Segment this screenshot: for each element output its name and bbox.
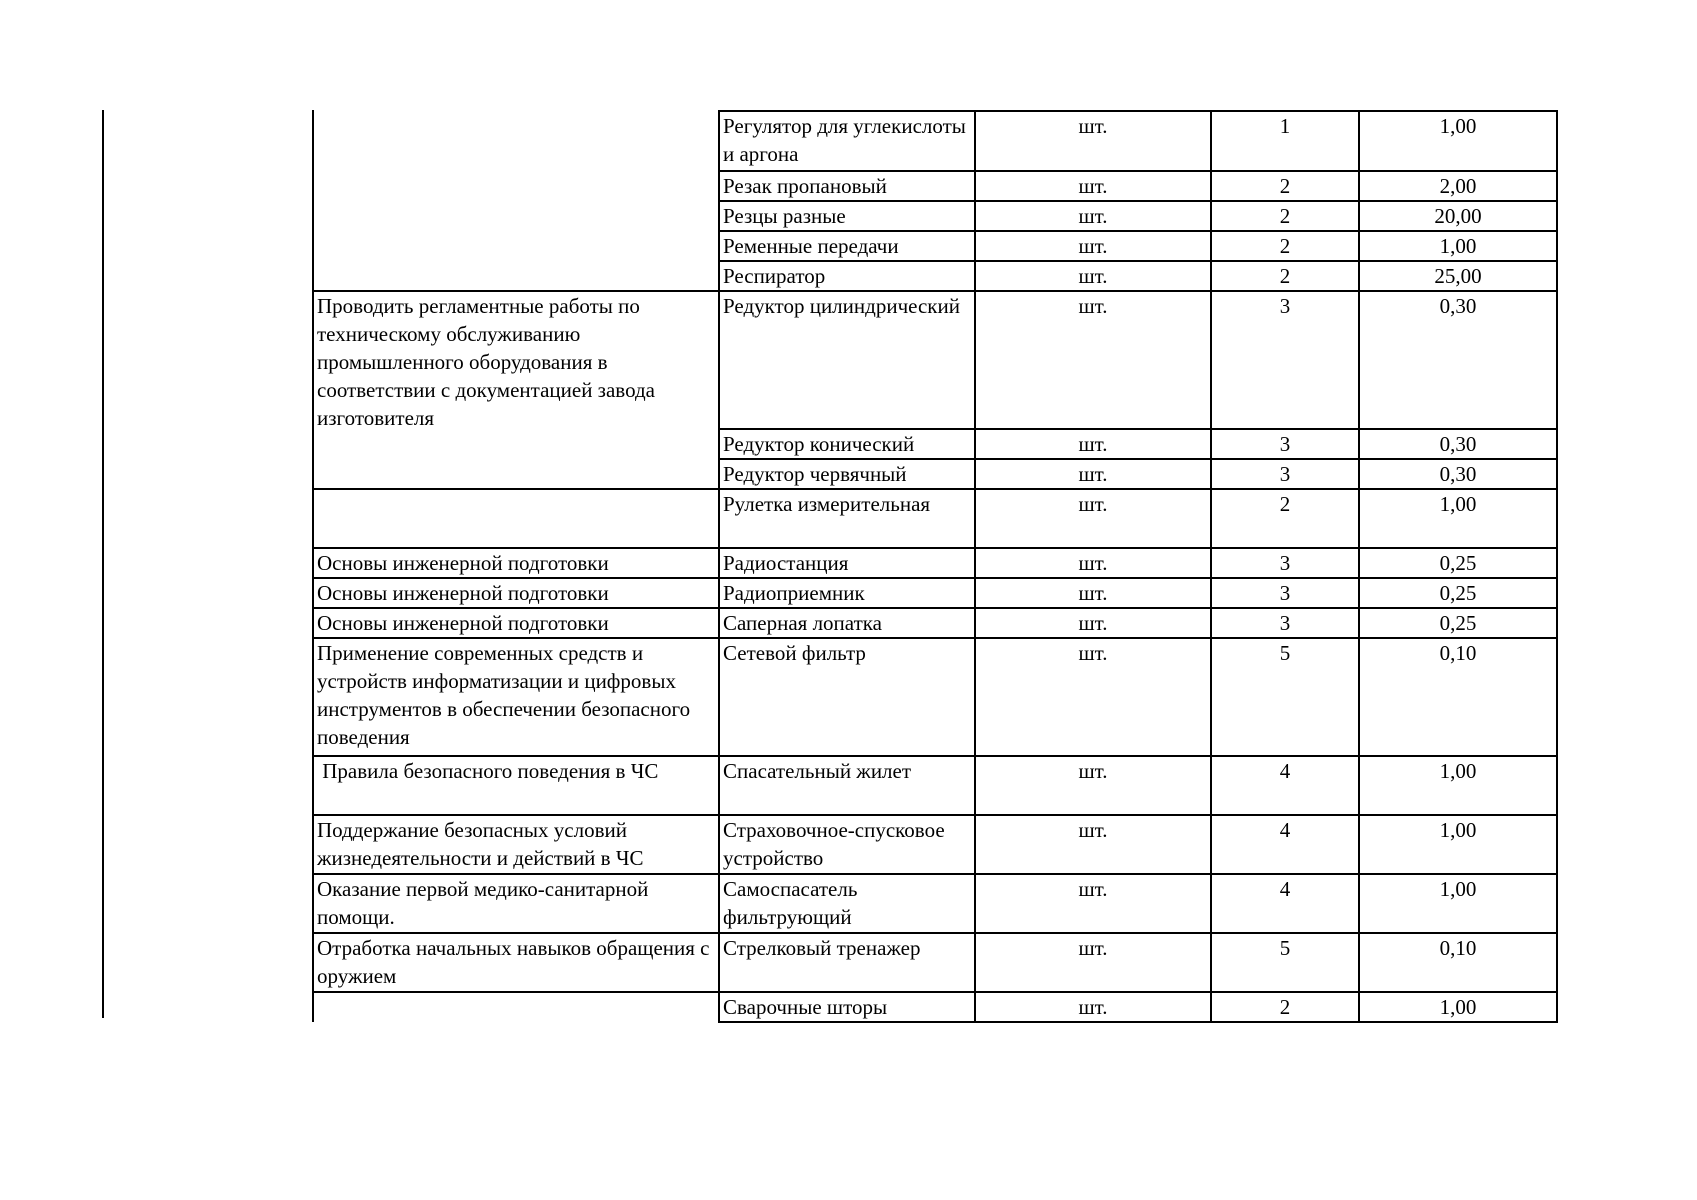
table-row [313, 489, 1557, 548]
unit-cell: шт. [975, 815, 1211, 874]
qty-cell: 3 [1211, 429, 1359, 459]
item-cell: Редуктор цилиндрический [719, 291, 975, 429]
table-row [313, 291, 1557, 429]
topic-cell [313, 111, 719, 291]
norm-cell: 0,25 [1359, 608, 1557, 638]
norm-cell: 20,00 [1359, 201, 1557, 231]
unit-cell: шт. [975, 291, 1211, 429]
unit-cell: шт. [975, 874, 1211, 933]
item-cell: Респиратор [719, 261, 975, 291]
norm-cell: 1,00 [1359, 231, 1557, 261]
item-cell: Ременные передачи [719, 231, 975, 261]
unit-cell: шт. [975, 638, 1211, 756]
item-cell: Редуктор червячный [719, 459, 975, 489]
item-cell: Радиостанция [719, 548, 975, 578]
topic-cell: Правила безопасного поведения в ЧС [313, 756, 719, 815]
norm-cell: 1,00 [1359, 756, 1557, 815]
table-row [313, 815, 1557, 874]
norm-cell: 25,00 [1359, 261, 1557, 291]
left-margin-line [102, 110, 104, 1018]
norm-cell: 1,00 [1359, 992, 1557, 1022]
qty-cell: 2 [1211, 489, 1359, 548]
topic-cell: Оказание первой медико-санитарной помощи. [313, 874, 719, 933]
item-cell: Резцы разные [719, 201, 975, 231]
qty-cell: 3 [1211, 291, 1359, 429]
item-cell: Сварочные шторы [719, 992, 975, 1022]
topic-cell [313, 489, 719, 548]
item-cell: Страховочное-спусковое устройство [719, 815, 975, 874]
norm-cell: 0,10 [1359, 638, 1557, 756]
item-cell: Рулетка измерительная [719, 489, 975, 548]
table-row [313, 992, 1557, 1022]
unit-cell: шт. [975, 111, 1211, 171]
item-cell: Резак пропановый [719, 171, 975, 201]
equipment-table [312, 110, 1558, 1023]
norm-cell: 0,10 [1359, 933, 1557, 992]
qty-cell: 2 [1211, 261, 1359, 291]
table-row [313, 608, 1557, 638]
unit-cell: шт. [975, 429, 1211, 459]
unit-cell: шт. [975, 489, 1211, 548]
unit-cell: шт. [975, 756, 1211, 815]
unit-cell: шт. [975, 992, 1211, 1022]
item-cell: Редуктор конический [719, 429, 975, 459]
qty-cell: 3 [1211, 548, 1359, 578]
qty-cell: 4 [1211, 874, 1359, 933]
topic-cell [313, 992, 719, 1022]
norm-cell: 0,30 [1359, 291, 1557, 429]
norm-cell: 0,25 [1359, 578, 1557, 608]
unit-cell: шт. [975, 933, 1211, 992]
norm-cell: 1,00 [1359, 489, 1557, 548]
qty-cell: 3 [1211, 608, 1359, 638]
norm-cell: 2,00 [1359, 171, 1557, 201]
qty-cell: 2 [1211, 171, 1359, 201]
topic-cell: Проводить регламентные работы по техническому обслуживанию промышленного оборудования в соответствии с документацией завода изготовителя [313, 291, 719, 489]
norm-cell: 1,00 [1359, 815, 1557, 874]
table-row [313, 933, 1557, 992]
qty-cell: 5 [1211, 933, 1359, 992]
unit-cell: шт. [975, 201, 1211, 231]
topic-cell: Основы инженерной подготовки [313, 608, 719, 638]
qty-cell: 1 [1211, 111, 1359, 171]
item-cell: Регулятор для углекислоты и аргона [719, 111, 975, 171]
qty-cell: 2 [1211, 231, 1359, 261]
qty-cell: 2 [1211, 992, 1359, 1022]
topic-cell: Отработка начальных навыков обращения с оружием [313, 933, 719, 992]
topic-cell: Применение современных средств и устройств информатизации и цифровых инструментов в обеспечении безопасного поведения [313, 638, 719, 756]
unit-cell: шт. [975, 548, 1211, 578]
qty-cell: 5 [1211, 638, 1359, 756]
qty-cell: 4 [1211, 756, 1359, 815]
table-row [313, 111, 1557, 171]
qty-cell: 4 [1211, 815, 1359, 874]
unit-cell: шт. [975, 231, 1211, 261]
item-cell: Радиоприемник [719, 578, 975, 608]
topic-cell: Основы инженерной подготовки [313, 548, 719, 578]
qty-cell: 3 [1211, 578, 1359, 608]
table-row [313, 874, 1557, 933]
topic-column-left-line [312, 110, 314, 1018]
unit-cell: шт. [975, 171, 1211, 201]
item-cell: Сетевой фильтр [719, 638, 975, 756]
topic-cell: Основы инженерной подготовки [313, 578, 719, 608]
unit-cell: шт. [975, 578, 1211, 608]
qty-cell: 3 [1211, 459, 1359, 489]
norm-cell: 1,00 [1359, 111, 1557, 171]
qty-cell: 2 [1211, 201, 1359, 231]
unit-cell: шт. [975, 261, 1211, 291]
table-row [313, 638, 1557, 756]
unit-cell: шт. [975, 459, 1211, 489]
norm-cell: 1,00 [1359, 874, 1557, 933]
norm-cell: 0,30 [1359, 429, 1557, 459]
unit-cell: шт. [975, 608, 1211, 638]
table-row [313, 548, 1557, 578]
norm-cell: 0,30 [1359, 459, 1557, 489]
item-cell: Саперная лопатка [719, 608, 975, 638]
item-cell: Спасательный жилет [719, 756, 975, 815]
item-cell: Самоспасатель фильтрующий [719, 874, 975, 933]
table-row [313, 578, 1557, 608]
item-cell: Стрелковый тренажер [719, 933, 975, 992]
topic-cell: Поддержание безопасных условий жизнедеятельности и действий в ЧС [313, 815, 719, 874]
table-row [313, 756, 1557, 815]
norm-cell: 0,25 [1359, 548, 1557, 578]
